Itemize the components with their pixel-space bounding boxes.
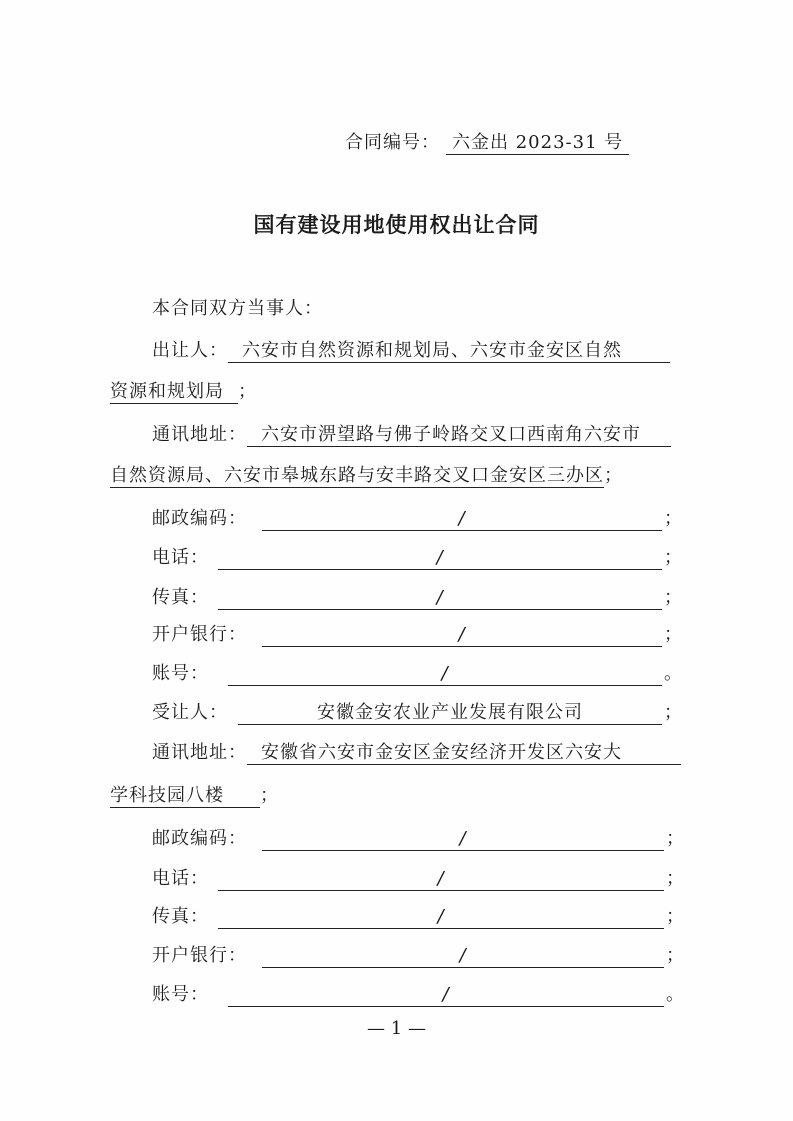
- transferee-fax-end: ；: [666, 906, 685, 927]
- contract-number-value: 六金出 2023-31 号: [446, 128, 629, 155]
- transferor-postcode-label: 邮政编码：: [152, 508, 247, 529]
- transferor-address-end: ；: [604, 465, 623, 486]
- transferee-address-end: ；: [260, 785, 279, 806]
- transferee-address-line1: [152, 742, 681, 765]
- transferor-bank-value: /: [262, 624, 662, 647]
- transferor-phone-end: ；: [664, 547, 683, 568]
- transferor-phone-value: /: [218, 547, 662, 570]
- transferee-bank-end: ；: [666, 945, 685, 966]
- document-title: 国有建设用地使用权出让合同: [253, 213, 540, 237]
- transferor-name-line2: [110, 381, 257, 404]
- transferor-address-line2: [110, 465, 623, 488]
- transferor-postcode-end: ；: [664, 508, 683, 529]
- transferor-address-text1: 六安市淠望路与佛子岭路交叉口西南角六安市: [247, 424, 671, 447]
- transferor-fax-value: /: [218, 587, 662, 610]
- transferee-address-text2: 学科技园八楼: [110, 785, 260, 808]
- transferee-postcode-label: 邮政编码：: [152, 828, 247, 849]
- transferee-postcode-row: [152, 828, 692, 850]
- contract-number: [345, 128, 629, 155]
- transferee-name-row: [152, 702, 692, 724]
- transferee-name-value: 安徽金安农业产业发展有限公司: [238, 702, 662, 725]
- contract-number-label: 合同编号：: [345, 132, 440, 153]
- transferee-account-value: /: [228, 984, 664, 1007]
- transferor-phone-label: 电话：: [152, 547, 209, 568]
- transferor-account-row: [152, 663, 692, 685]
- transferor-fax-label: 传真：: [152, 587, 209, 608]
- transferee-bank-label: 开户银行：: [152, 945, 247, 966]
- transferee-account-end: 。: [666, 984, 685, 1005]
- transferee-name-end: ；: [664, 702, 683, 723]
- transferor-name-text2: 资源和规划局: [110, 381, 238, 404]
- transferor-name-end: ；: [238, 381, 257, 402]
- transferor-name-line1: [152, 340, 670, 363]
- transferor-fax-row: [152, 587, 692, 609]
- transferee-fax-value: /: [218, 906, 664, 929]
- transferor-address-label: 通讯地址：: [152, 424, 247, 445]
- transferee-account-row: [152, 984, 692, 1006]
- transferor-address-text2: 自然资源局、六安市皋城东路与安丰路交叉口金安区三办区: [110, 465, 604, 486]
- transferee-address-label: 通讯地址：: [152, 742, 247, 763]
- transferee-phone-label: 电话：: [152, 868, 209, 889]
- transferor-postcode-row: [152, 508, 692, 530]
- transferee-label: 受让人：: [152, 702, 228, 723]
- transferor-postcode-value: /: [262, 508, 662, 531]
- transferee-bank-value: /: [262, 945, 664, 968]
- transferee-postcode-end: ；: [666, 828, 685, 849]
- transferor-account-value: /: [228, 663, 662, 686]
- transferee-phone-end: ；: [666, 868, 685, 889]
- transferor-bank-row: [152, 624, 692, 646]
- transferee-address-line2: [110, 785, 279, 808]
- page-number: — 1 —: [367, 1018, 426, 1039]
- intro-text: 本合同双方当事人：: [152, 298, 323, 319]
- transferee-postcode-value: /: [262, 828, 664, 851]
- transferee-address-text1: 安徽省六安市金安区金安经济开发区六安大: [247, 742, 681, 765]
- transferee-fax-row: [152, 906, 692, 928]
- transferor-account-end: 。: [664, 663, 683, 684]
- transferee-phone-value: /: [218, 868, 664, 891]
- transferor-name-text1: 六安市自然资源和规划局、六安市金安区自然: [228, 340, 670, 363]
- transferor-account-label: 账号：: [152, 663, 209, 684]
- transferor-label: 出让人：: [152, 340, 228, 361]
- transferor-bank-label: 开户银行：: [152, 624, 247, 645]
- transferee-bank-row: [152, 945, 692, 967]
- transferee-fax-label: 传真：: [152, 906, 209, 927]
- transferor-phone-row: [152, 547, 692, 569]
- transferee-account-label: 账号：: [152, 984, 209, 1005]
- transferor-fax-end: ；: [664, 587, 683, 608]
- transferor-address-line1: [152, 424, 671, 447]
- transferee-phone-row: [152, 868, 692, 890]
- transferor-bank-end: ；: [664, 624, 683, 645]
